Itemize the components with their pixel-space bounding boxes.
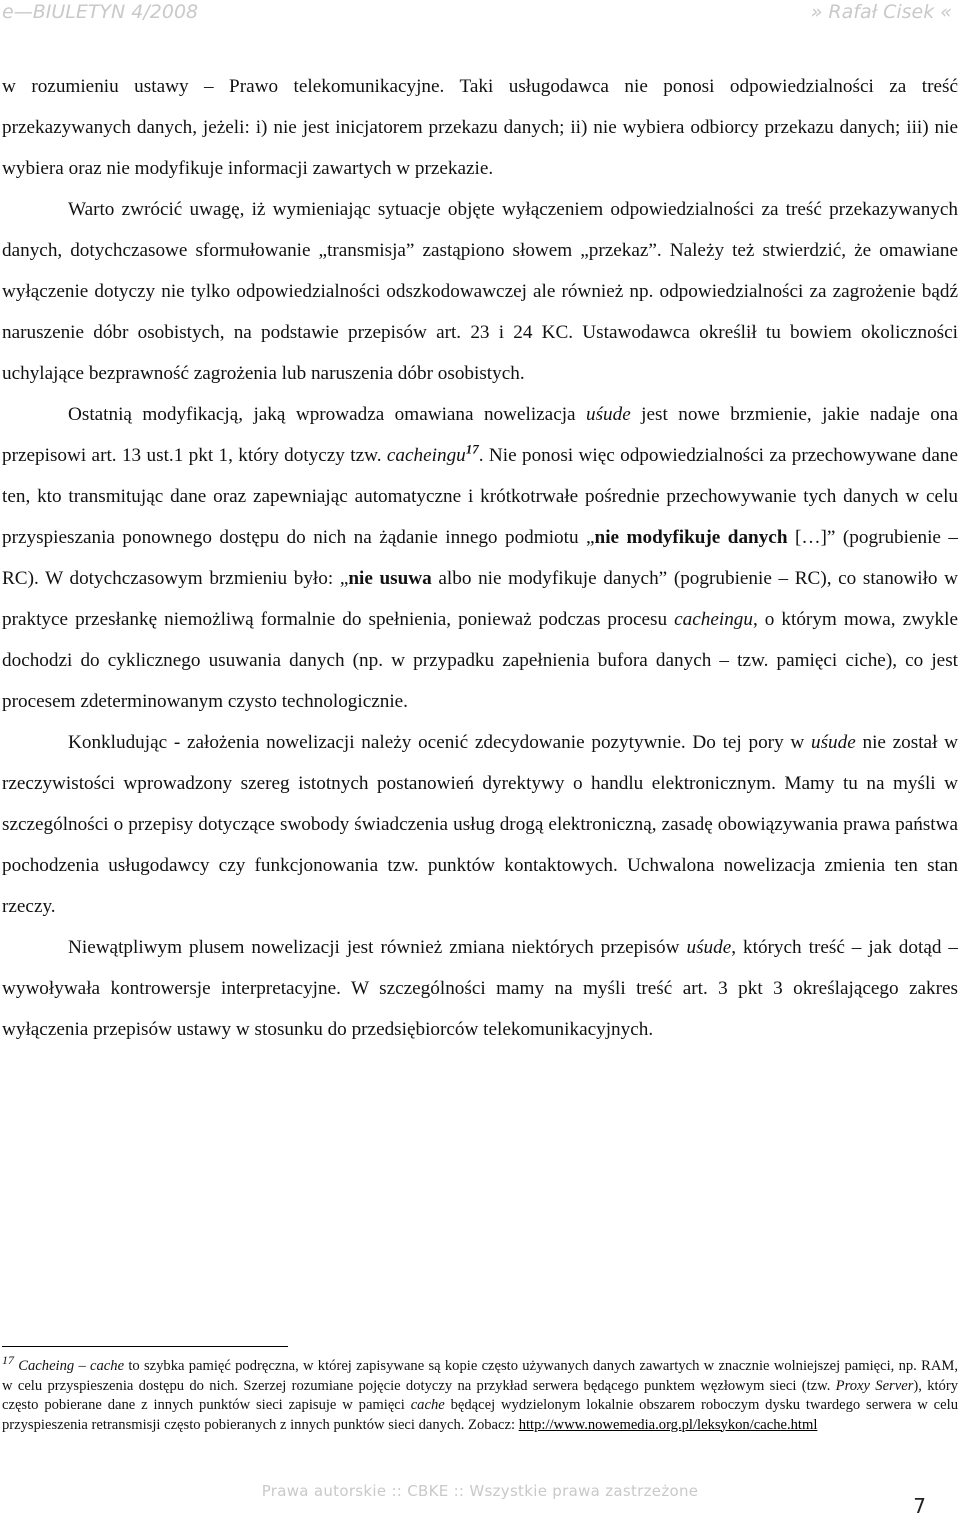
term-cacheingu-2: cacheingu xyxy=(674,609,753,630)
page-number: 7 xyxy=(913,1494,926,1518)
paragraph-4: Konkludując - założenia nowelizacji należy ocenić zdecydowanie pozytywnie. Do tej pory w uśude nie został w rzeczywistości wprowadzony szereg istotnych postanowień dyrektywy o handlu elektronicznym. Mamy tu na myśli w szczególności o przepisy dotyczące swobody świadczenia usług drogą elektroniczną, zasadę obowiązywania prawa państwa pochodzenia usługodawcy czy funkcjonowania tzw. punktów kontaktowych. Uchwalona nowelizacja zmienia ten stan rzeczy. xyxy=(2,732,958,917)
page-header xyxy=(0,0,960,26)
footnote-17: $^{17}$ Cacheing – cache to szybka pamięć podręczna, w której zapisywane są kopie często używanych danych zawartych w znacznie wolniejszej pamięci, np. RAM, w celu przyspieszenia dostępu do nich. Szerzej rozumiane pojęcie dotyczy na przykład serwera będącego punktem węzłowym sieci (tzw. Proxy Server), który często pobierane dane z innych punktów sieci zapisuje w pamięci cache będącej wydzielonym lokalnie obszarem roboczym dysku twardego serwera w celu przyspieszenia retransmisji często pobieranych z innych punktów sieci danych. Zobacz: http://www.nowemedia.org.pl/leksykon/cache.html xyxy=(2,1353,958,1433)
copyright-footer: Prawa autorskie :: CBKE :: Wszystkie prawa zastrzeżone xyxy=(261,1482,699,1500)
footnote-divider xyxy=(2,1346,288,1347)
paragraph-3: Ostatnią modyfikacją, jaką wprowadza omawiana nowelizacja uśude jest nowe brzmienie, jakie nadaje ona przepisowi art. 13 ust.1 pkt 1, który dotyczy tzw. cacheingu$^{17}$. Nie ponosi więc odpowiedzialności za przechowywane dane ten, kto transmitując dane oraz zapewniając automatyczne i krótkotrwałe pośrednie przechowywanie tych danych w celu przyspieszania ponownego dostępu do nich na żądanie innego podmiotu „nie modyfikuje danych […]” (pogrubienie – RC). W dotychczasowym brzmieniu było: „nie usuwa albo nie modyfikuje danych” (pogrubienie – RC), co stanowiło w praktyce przesłankę niemożliwą formalnie do spełnienia, ponieważ podczas procesu cacheingu, o którym mowa, zwykle dochodzi do cyklicznego usuwania danych (np. w przypadku zapełnienia bufora danych – tzw. pamięci ciche), co jest procesem zdeterminowanym czysto technologicznie. xyxy=(2,404,959,712)
footnote-link[interactable]: http://www.nowemedia.org.pl/leksykon/cache.html xyxy=(518,1416,818,1433)
author-name: » Rafał Cisek « xyxy=(810,1,952,23)
bold-nie-usuwa: nie usuwa xyxy=(348,568,432,589)
term-cacheingu: cacheingu xyxy=(386,445,466,466)
bold-nie-modyfikuje: nie modyfikuje danych xyxy=(594,527,788,548)
footnote-number: 17 xyxy=(2,1353,14,1368)
term-usude-3: uśude xyxy=(686,937,732,958)
paragraph-5: Niewątpliwym plusem nowelizacji jest również zmiana niektórych przepisów uśude, których treść – jak dotąd – wywoływała kontrowersje interpretacyjne. W szczególności mamy na myśli treść art. 3 pkt 3 określającego zakres wyłączenia przepisów ustawy w stosunku do przedsiębiorców telekomunikacyjnych. xyxy=(2,937,959,1040)
term-usude: uśude xyxy=(585,404,631,425)
paragraph-1: w rozumieniu ustawy – Prawo telekomunikacyjne. Taki usługodawca nie ponosi odpowiedzialności za treść przekazywanych danych, jeżeli: i) nie jest inicjatorem przekazu danych; ii) nie wybiera odbiorcy przekazu danych; iii) nie wybiera oraz nie modyfikuje informacji zawartych w przekazie. xyxy=(2,76,958,179)
article-body xyxy=(2,66,958,1050)
footnote-ref-17[interactable]: 17 xyxy=(465,441,479,457)
term-usude-2: uśude xyxy=(810,732,856,753)
paragraph-2: Warto zwrócić uwagę, iż wymieniając sytuacje objęte wyłączeniem odpowiedzialności za treść przekazywanych danych, dotychczasowe sformułowanie „transmisja” zastąpiono słowem „przekaz”. Należy też stwierdzić, że omawiane wyłączenie dotyczy nie tylko odpowiedzialności odszkodowawczej ale również np. odpowiedzialności za zagrożenie bądź naruszenie dóbr osobistych, na podstawie przepisów art. 23 i 24 KC. Ustawodawca określił tu bowiem okoliczności uchylające bezprawność zagrożenia lub naruszenia dóbr osobistych. xyxy=(2,199,958,384)
journal-title: e—BIULETYN 4/2008 xyxy=(2,1,199,23)
